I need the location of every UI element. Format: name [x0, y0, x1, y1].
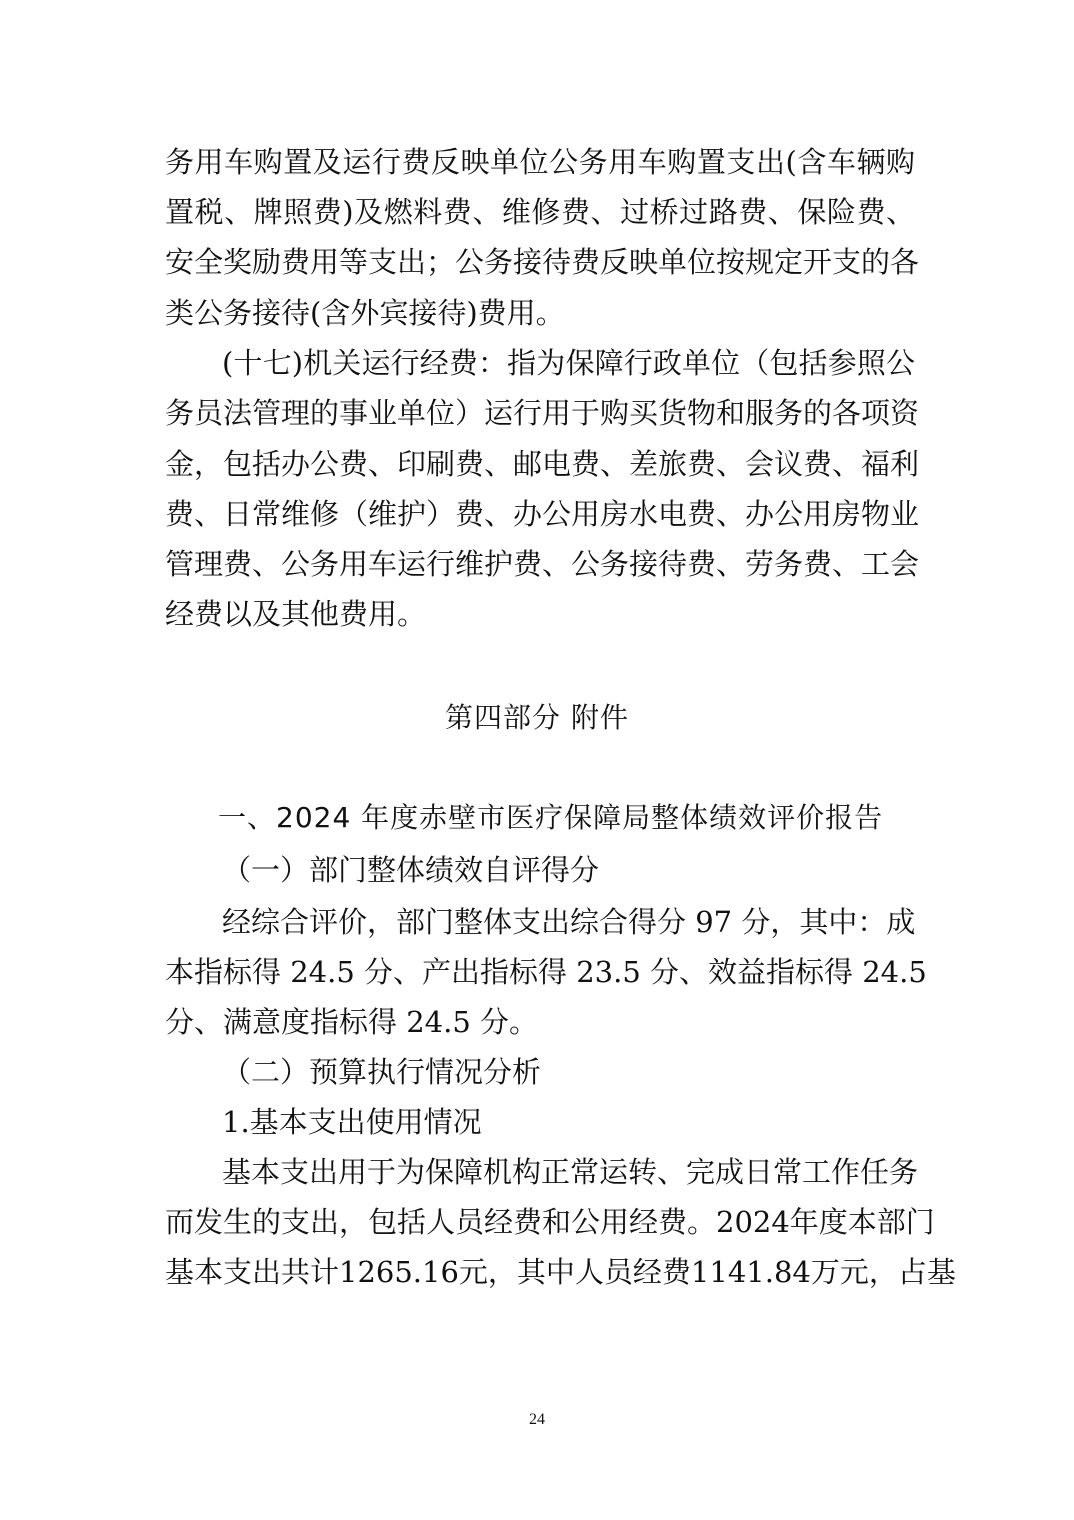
- paragraph-line: 务用车购置及运行费反映单位公务用车购置支出(含车辆购: [165, 145, 915, 179]
- paragraph-line: 置税、牌照费)及燃料费、维修费、过桥过路费、保险费、: [165, 195, 915, 229]
- paragraph-line: 本指标得 24.5 分、产出指标得 23.5 分、效益指标得 24.5: [165, 955, 927, 989]
- paragraph-line: 管理费、公务用车运行维护费、公务接待费、劳务费、工会: [165, 547, 920, 581]
- paragraph-line: 分、满意度指标得 24.5 分。: [165, 1005, 539, 1039]
- item-heading: 1.基本支出使用情况: [222, 1105, 482, 1139]
- page-number: 24: [529, 1411, 545, 1428]
- paragraph-line: 安全奖励费用等支出；公务接待费反映单位按规定开支的各: [165, 245, 920, 279]
- section-title: 第四部分 附件: [445, 701, 629, 734]
- paragraph-line: 经费以及其他费用。: [165, 597, 427, 631]
- subsection-heading: （一）部门整体绩效自评得分: [222, 853, 600, 887]
- paragraph-line: 类公务接待(含外宾接待)费用。: [165, 296, 565, 330]
- paragraph-line: 而发生的支出，包括人员经费和公用经费。2024年度本部门: [165, 1205, 935, 1239]
- report-title: 一、2024 年度赤壁市医疗保障局整体绩效评价报告: [218, 801, 884, 834]
- paragraph-line: 经综合评价，部门整体支出综合得分 97 分，其中：成: [222, 905, 916, 939]
- paragraph-line: (十七)机关运行经费：指为保障行政单位（包括参照公: [222, 346, 915, 380]
- paragraph-line: 费、日常维修（维护）费、办公用房水电费、办公用房物业: [165, 497, 920, 531]
- subsection-heading: （二）预算执行情况分析: [222, 1055, 542, 1089]
- paragraph-line: 金，包括办公费、印刷费、邮电费、差旅费、会议费、福利: [165, 447, 920, 481]
- paragraph-line: 务员法管理的事业单位）运行用于购买货物和服务的各项资: [165, 396, 920, 430]
- paragraph-line: 基本支出用于为保障机构正常运转、完成日常工作任务: [222, 1155, 919, 1189]
- paragraph-line: 基本支出共计1265.16元，其中人员经费1141.84万元，占基: [165, 1255, 956, 1289]
